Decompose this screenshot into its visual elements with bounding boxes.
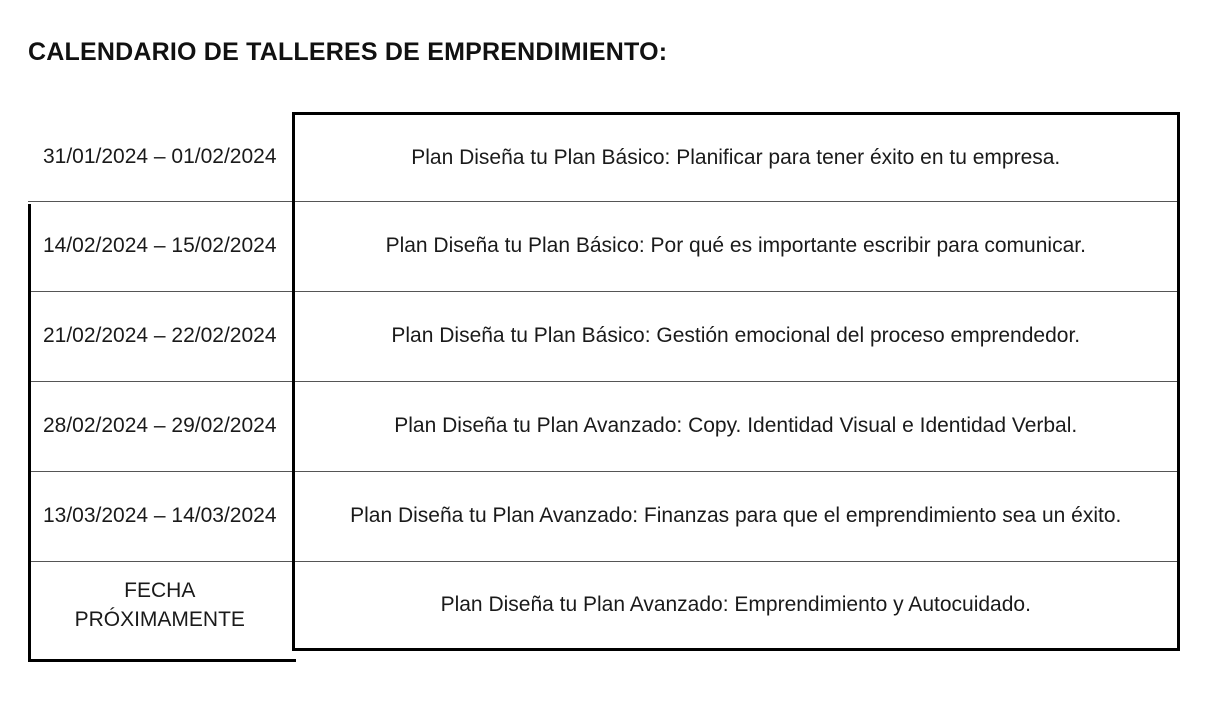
cell-description: Plan Diseña tu Plan Avanzado: Finanzas para que el emprendimiento sea un éxito. <box>293 472 1179 562</box>
table-row <box>28 202 1179 292</box>
cell-date: 13/03/2024 – 14/03/2024 <box>28 472 293 562</box>
table-row <box>28 472 1179 562</box>
workshop-schedule-table <box>28 112 1180 651</box>
cell-description: Plan Diseña tu Plan Básico: Por qué es importante escribir para comunicar. <box>293 202 1179 292</box>
table-row <box>28 382 1179 472</box>
table-row <box>28 292 1179 382</box>
cell-date: 28/02/2024 – 29/02/2024 <box>28 382 293 472</box>
cell-date: 21/02/2024 – 22/02/2024 <box>28 292 293 382</box>
table-left-border <box>28 204 31 662</box>
cell-description: Plan Diseña tu Plan Básico: Gestión emocional del proceso emprendedor. <box>293 292 1179 382</box>
page-title: CALENDARIO DE TALLERES DE EMPRENDIMIENTO: <box>28 38 668 66</box>
cell-date: FECHA PRÓXIMAMENTE <box>28 562 293 650</box>
table-row <box>28 562 1179 650</box>
cell-description: Plan Diseña tu Plan Avanzado: Copy. Identidad Visual e Identidad Verbal. <box>293 382 1179 472</box>
cell-date: 31/01/2024 – 01/02/2024 <box>28 114 293 202</box>
cell-date: 14/02/2024 – 15/02/2024 <box>28 202 293 292</box>
table-row <box>28 114 1179 202</box>
table-body <box>28 114 1179 650</box>
table-date-column-bottom-border <box>28 659 296 662</box>
cell-description: Plan Diseña tu Plan Avanzado: Emprendimiento y Autocuidado. <box>293 562 1179 650</box>
cell-description: Plan Diseña tu Plan Básico: Planificar para tener éxito en tu empresa. <box>293 114 1179 202</box>
